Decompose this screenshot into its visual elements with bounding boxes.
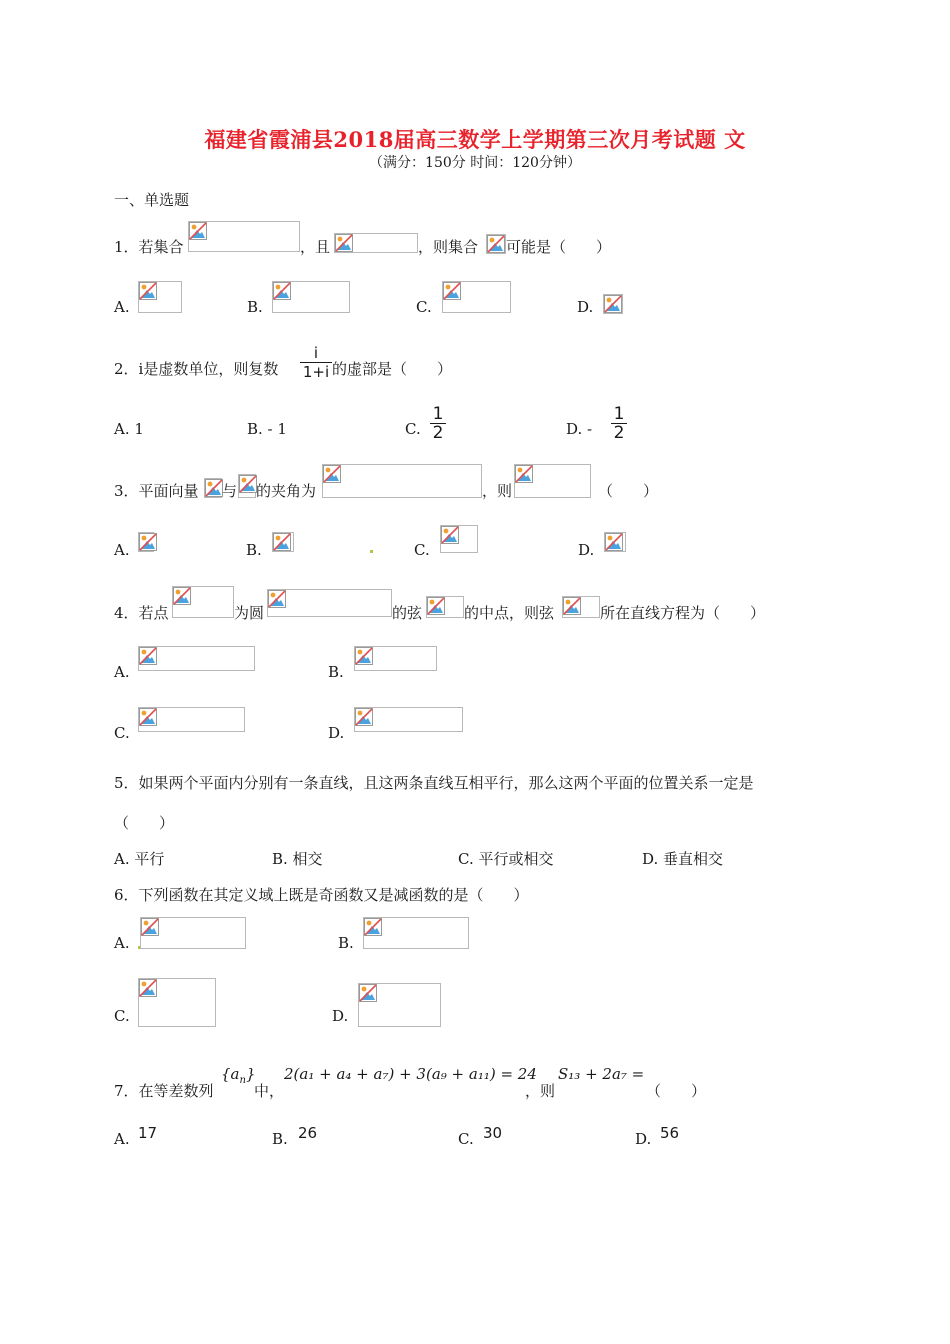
half-num: 1 bbox=[432, 404, 444, 424]
q7-sequence bbox=[221, 1065, 256, 1086]
q5-option-d[interactable]: D. 垂直相交 bbox=[642, 850, 724, 868]
section-heading: 一、单选题 bbox=[114, 191, 190, 209]
q7-option-d-value: 56 bbox=[660, 1124, 680, 1142]
broken-image-icon bbox=[355, 647, 373, 665]
q6-option-d-image[interactable] bbox=[358, 983, 441, 1027]
q3-option-b-image[interactable] bbox=[272, 532, 294, 552]
q3-stem-a: 3．平面向量 bbox=[114, 482, 199, 500]
q3-option-b-label: B. bbox=[246, 541, 262, 559]
q7-option-a-label[interactable]: A. bbox=[114, 1130, 130, 1148]
q4-chord2-image bbox=[562, 596, 600, 618]
q4-stem-b: 为圆 bbox=[234, 604, 265, 622]
q5-option-b[interactable]: B. 相交 bbox=[272, 850, 323, 868]
q2-option-c-label[interactable]: C. bbox=[405, 420, 421, 438]
q7-option-c-label[interactable]: C. bbox=[458, 1130, 474, 1148]
half-num: 1 bbox=[613, 404, 625, 424]
q4-option-b-label: B. bbox=[328, 663, 344, 681]
q4-option-a-image[interactable] bbox=[138, 646, 255, 671]
q6-option-b-image[interactable] bbox=[363, 917, 469, 949]
speck bbox=[370, 550, 373, 553]
broken-image-icon bbox=[273, 282, 291, 300]
q1-option-a-image[interactable] bbox=[138, 281, 182, 313]
q1-option-b-image[interactable] bbox=[272, 281, 350, 313]
q1-option-b-label: B. bbox=[247, 298, 263, 316]
q3-option-a-image[interactable] bbox=[138, 532, 154, 552]
q2-option-d-label[interactable]: D. - bbox=[566, 420, 593, 438]
broken-image-icon bbox=[139, 533, 157, 551]
broken-image-icon bbox=[141, 918, 159, 936]
q7-expression: S₁₃ + 2a₇ = bbox=[558, 1065, 645, 1083]
q3-option-c-label: C. bbox=[414, 541, 430, 559]
broken-image-icon bbox=[139, 647, 157, 665]
q4-option-a-label: A. bbox=[114, 663, 130, 681]
q1-stem-c: ，则集合 bbox=[418, 238, 479, 256]
broken-image-icon bbox=[515, 465, 533, 483]
q7-set-open: {a bbox=[221, 1065, 240, 1083]
q1-option-c-label: C. bbox=[416, 298, 432, 316]
broken-image-icon bbox=[173, 587, 191, 605]
q6-option-c-image[interactable] bbox=[138, 978, 216, 1027]
broken-image-icon bbox=[239, 475, 257, 493]
broken-image-icon bbox=[139, 282, 157, 300]
broken-image-icon bbox=[443, 282, 461, 300]
q7-stem-b: 中， bbox=[254, 1082, 285, 1100]
q1-stem-d: 可能是（ ） bbox=[506, 238, 612, 256]
q5-option-c[interactable]: C. 平行或相交 bbox=[458, 850, 554, 868]
q6-option-d-label: D. bbox=[332, 1007, 349, 1025]
broken-image-icon bbox=[323, 465, 341, 483]
q4-stem-d: 的中点，则弦 bbox=[464, 604, 555, 622]
q4-option-c-label: C. bbox=[114, 724, 130, 742]
q4-chord-image bbox=[426, 596, 464, 618]
q2-fraction-den: 1+i bbox=[302, 363, 330, 381]
q7-set-sub: n bbox=[239, 1075, 246, 1086]
q1-option-c-image[interactable] bbox=[442, 281, 511, 313]
q1-set-image bbox=[188, 221, 300, 252]
q3-expr-image bbox=[514, 464, 591, 498]
q3-angle-image bbox=[322, 464, 482, 498]
q6-option-a-image[interactable] bbox=[140, 917, 246, 949]
q5-stem: 5．如果两个平面内分别有一条直线，且这两条直线互相平行，那么这两个平面的位置关系一定是 bbox=[114, 774, 754, 792]
q5-option-a[interactable]: A. 平行 bbox=[114, 850, 165, 868]
q3-option-a-label: A. bbox=[114, 541, 130, 559]
q1-cond-image bbox=[334, 233, 418, 253]
q4-option-d-image[interactable] bbox=[354, 707, 463, 732]
q4-option-b-image[interactable] bbox=[354, 646, 437, 671]
broken-image-icon bbox=[359, 984, 377, 1002]
broken-image-icon bbox=[139, 979, 157, 997]
q3-option-c-image[interactable] bbox=[440, 525, 478, 553]
broken-image-icon bbox=[563, 597, 581, 615]
broken-image-icon bbox=[273, 533, 291, 551]
broken-image-icon bbox=[604, 295, 622, 313]
q4-circle-image bbox=[267, 589, 392, 617]
q2-stem: 2．i是虚数单位，则复数 bbox=[114, 360, 279, 378]
q7-equation: 2(a₁ + a₄ + a₇) + 3(a₉ + a₁₁) = 24 bbox=[284, 1065, 537, 1083]
q3-option-d-label: D. bbox=[578, 541, 595, 559]
q3-stem-b: 与 bbox=[222, 482, 238, 500]
q3-vector-a-image bbox=[204, 478, 222, 498]
q6-option-b-label: B. bbox=[338, 934, 354, 952]
page-title: 福建省霞浦县2018届高三数学上学期第三次月考试题 文 bbox=[204, 127, 746, 152]
q5-paren: （ ） bbox=[114, 814, 175, 832]
q1-option-a-label: A. bbox=[114, 298, 130, 316]
broken-image-icon bbox=[139, 708, 157, 726]
q7-option-d-label[interactable]: D. bbox=[635, 1130, 652, 1148]
q7-option-b-label[interactable]: B. bbox=[272, 1130, 288, 1148]
page-subtitle: （满分：150分 时间：120分钟） bbox=[369, 155, 581, 171]
q6-stem: 6．下列函数在其定义域上既是奇函数又是减函数的是（ ） bbox=[114, 886, 529, 904]
q7-set-close: } bbox=[245, 1065, 256, 1083]
q4-point-image bbox=[172, 586, 234, 618]
half-den: 2 bbox=[613, 423, 625, 443]
q7-stem-c: ，则 bbox=[525, 1082, 556, 1100]
q3-stem-d: ，则 bbox=[482, 482, 513, 500]
q4-stem-c: 的弦 bbox=[392, 604, 423, 622]
q4-option-c-image[interactable] bbox=[138, 707, 245, 732]
q1-stem-b: ，且 bbox=[300, 238, 331, 256]
q3-vector-b-image bbox=[238, 474, 256, 498]
q4-stem-e: 所在直线方程为（ ） bbox=[600, 604, 766, 622]
q2-option-d-fraction bbox=[611, 405, 627, 442]
q2-fraction-num: i bbox=[313, 344, 319, 362]
q3-option-d-image[interactable] bbox=[604, 532, 626, 552]
q1-stem-a: 1．若集合 bbox=[114, 238, 184, 256]
q7-option-b-value: 26 bbox=[298, 1124, 318, 1142]
q3-stem-e: （ ） bbox=[598, 482, 659, 500]
broken-image-icon bbox=[355, 708, 373, 726]
q1-option-d-label: D. bbox=[577, 298, 594, 316]
half-den: 2 bbox=[432, 423, 444, 443]
q4-option-d-label: D. bbox=[328, 724, 345, 742]
q3-stem-c: 的夹角为 bbox=[256, 482, 317, 500]
q7-paren: （ ） bbox=[646, 1082, 707, 1100]
q2-fraction bbox=[300, 344, 332, 381]
broken-image-icon bbox=[335, 234, 353, 252]
q2-option-b[interactable]: B. - 1 bbox=[247, 420, 287, 438]
q6-option-a-label: A. bbox=[114, 934, 130, 952]
q2-option-a[interactable]: A. 1 bbox=[114, 420, 144, 438]
broken-image-icon bbox=[427, 597, 445, 615]
broken-image-icon bbox=[441, 526, 459, 544]
broken-image-icon bbox=[205, 479, 223, 497]
q7-option-a-value: 17 bbox=[138, 1124, 158, 1142]
q6-option-c-label: C. bbox=[114, 1007, 130, 1025]
q4-stem-a: 4．若点 bbox=[114, 604, 169, 622]
q7-stem-a: 7．在等差数列 bbox=[114, 1082, 214, 1100]
q1-setb-image bbox=[486, 234, 506, 254]
broken-image-icon bbox=[364, 918, 382, 936]
q7-option-c-value: 30 bbox=[483, 1124, 503, 1142]
q1-option-d-image[interactable] bbox=[603, 294, 623, 314]
broken-image-icon bbox=[268, 590, 286, 608]
broken-image-icon bbox=[189, 222, 207, 240]
q2-option-c-fraction bbox=[430, 405, 446, 442]
broken-image-icon bbox=[605, 533, 623, 551]
q2-stem-tail: 的虚部是（ ） bbox=[332, 360, 453, 378]
broken-image-icon bbox=[487, 235, 505, 253]
